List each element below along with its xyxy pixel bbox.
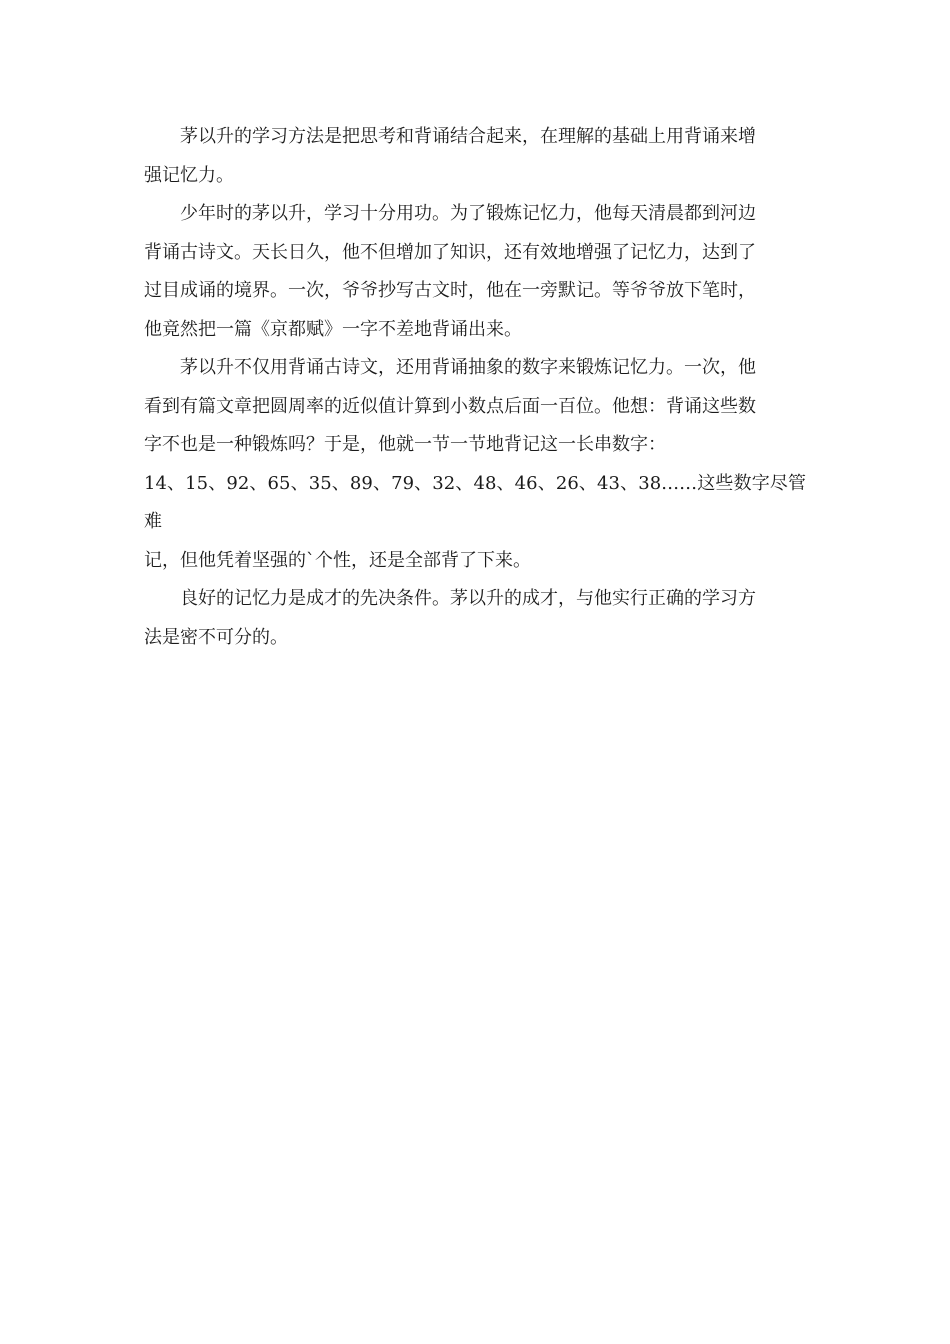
paragraph-youth-practice <box>144 195 806 349</box>
text-line: 良好的记忆力是成才的先决条件。茅以升的成才，与他实行正确的学习方 <box>180 588 756 609</box>
text-line: 他竟然把一篇《京都赋》一字不差地背诵出来。 <box>144 318 522 340</box>
text-line: 茅以升不仅用背诵古诗文，还用背诵抽象的数字来锻炼记忆力。一次，他 <box>180 357 756 378</box>
text-line: 强记忆力。 <box>144 164 234 186</box>
paragraph-conclusion <box>144 580 806 657</box>
text-line: 14、15、92、65、35、89、79、32、48、46、26、43、38……这些数字尽管难 <box>144 472 806 532</box>
paragraph-study-method <box>144 118 806 195</box>
text-line: 少年时的茅以升，学习十分用功。为了锻炼记忆力，他每天清晨都到河边 <box>180 203 756 224</box>
paragraph-digit-sequence <box>144 465 806 581</box>
text-line: 法是密不可分的。 <box>144 626 288 648</box>
paragraph-pi-digits <box>144 349 806 465</box>
document-body <box>144 118 806 657</box>
text-line: 背诵古诗文。天长日久，他不但增加了知识，还有效地增强了记忆力，达到了 <box>144 241 756 263</box>
text-line: 记，但他凭着坚强的`个性，还是全部背了下来。 <box>144 549 531 571</box>
text-line: 看到有篇文章把圆周率的近似值计算到小数点后面一百位。他想：背诵这些数 <box>144 395 756 417</box>
text-line: 茅以升的学习方法是把思考和背诵结合起来，在理解的基础上用背诵来增 <box>180 126 756 147</box>
text-line: 字不也是一种锻炼吗？于是，他就一节一节地背记这一长串数字： <box>144 434 666 455</box>
text-line: 过目成诵的境界。一次，爷爷抄写古文时，他在一旁默记。等爷爷放下笔时， <box>144 280 756 301</box>
